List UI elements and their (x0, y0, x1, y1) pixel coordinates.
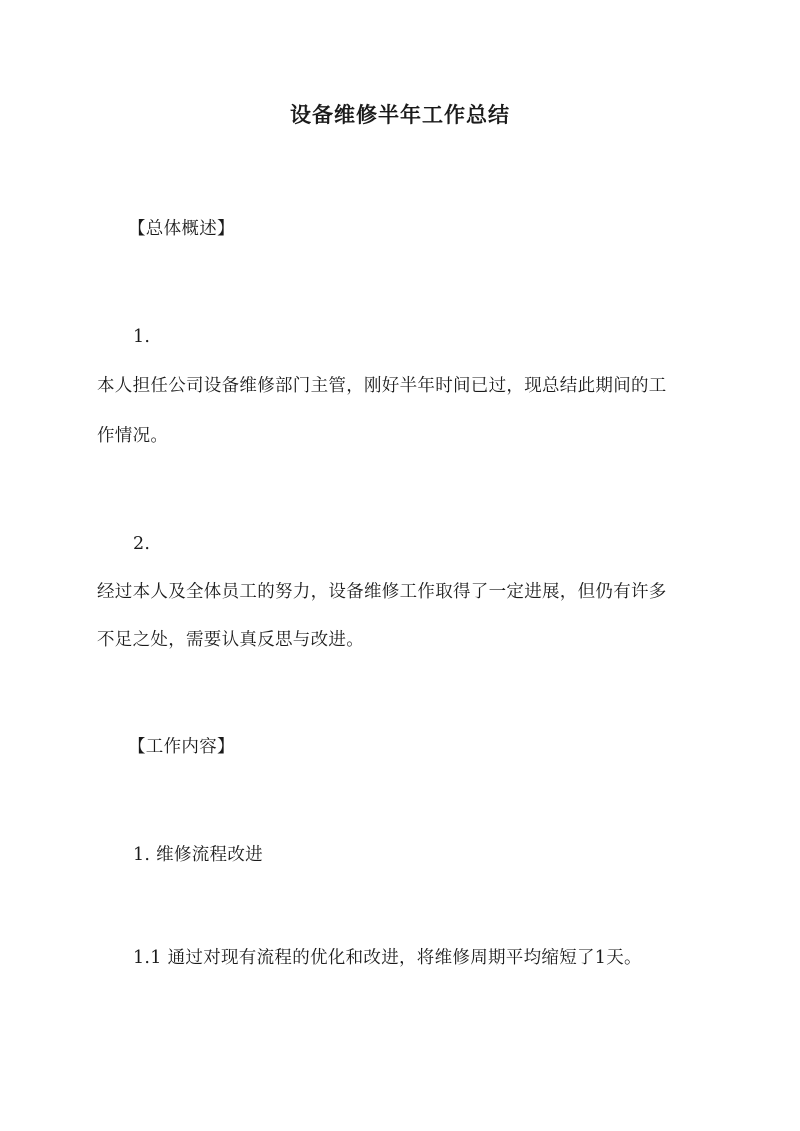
paragraph-line: 不足之处，需要认真反思与改进。 (97, 630, 364, 650)
item-number-2: 2. (133, 534, 151, 554)
subheading-process-improvement: 1. 维修流程改进 (133, 845, 263, 865)
section-heading-work-content: 【工作内容】 (128, 737, 235, 757)
point-1-1: 1.1 通过对现有流程的优化和改进，将维修周期平均缩短了1天。 (133, 948, 642, 968)
paragraph-line: 本人担任公司设备维修部门主管，刚好半年时间已过，现总结此期间的工 (97, 376, 667, 396)
paragraph-line: 经过本人及全体员工的努力，设备维修工作取得了一定进展，但仍有许多 (97, 582, 667, 602)
document-title: 设备维修半年工作总结 (290, 102, 510, 127)
item-number-1: 1. (133, 327, 151, 347)
paragraph-line: 作情况。 (97, 426, 169, 446)
section-heading-overview: 【总体概述】 (128, 219, 235, 239)
